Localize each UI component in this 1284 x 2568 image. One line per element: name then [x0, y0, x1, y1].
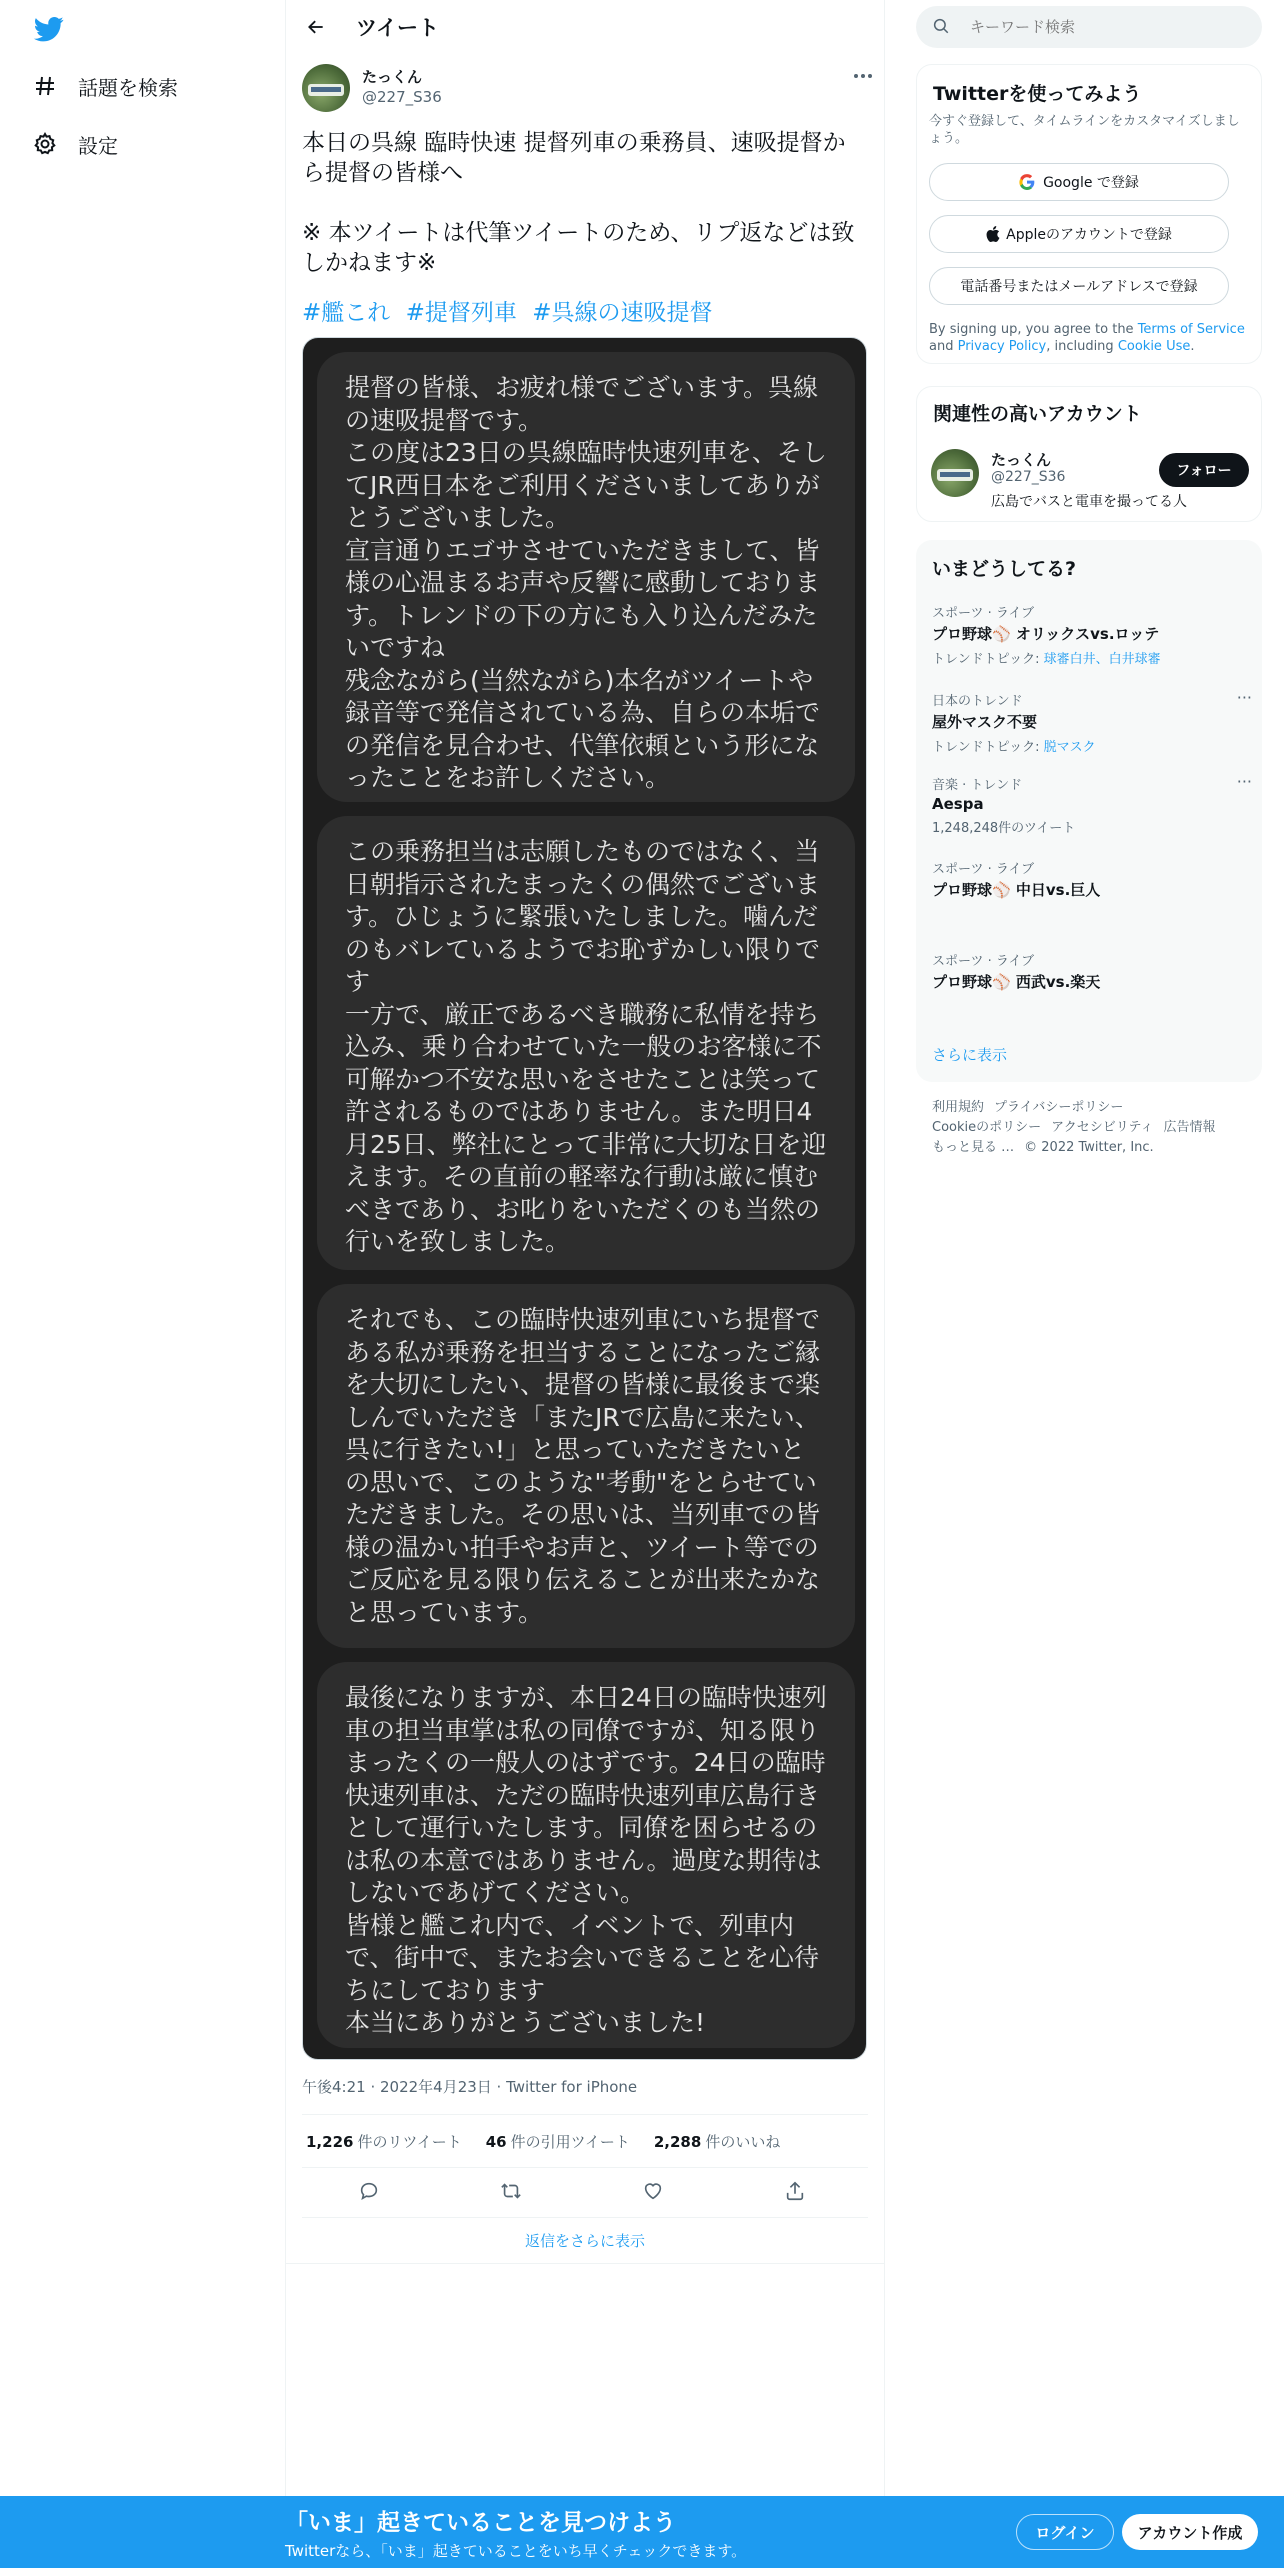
trend-category: スポーツ · ライブ	[932, 862, 1035, 877]
cookie-link[interactable]: Cookie Use	[1117, 339, 1191, 354]
retweet-icon[interactable]	[500, 2180, 526, 2206]
retweets-count: 1,226	[306, 2132, 354, 2151]
hashtag-icon	[32, 73, 58, 99]
back-arrow-icon[interactable]	[296, 7, 336, 47]
trends-card	[916, 540, 1262, 1082]
message-paragraph: 最後になりますが、本日24日の臨時快速列車の担当車掌は私の同僚ですが、知る限りまったくの一般人のはずです。24日の臨時快速列車は、ただの臨時快速列車広島行きとして運行いたします。同僚を困らせるのは私の本意ではありません。過度な期待はしないであげてください。	[345, 1683, 827, 1907]
like-icon[interactable]	[642, 2180, 668, 2206]
related-bio: 広島でバスと電車を撮ってる人	[991, 494, 1187, 510]
footer-copyright: © 2022 Twitter, Inc.	[1024, 1140, 1154, 1155]
signup-button[interactable]: アカウント作成	[1122, 2514, 1258, 2550]
hashtag-link[interactable]: #呉線の速吸提督	[532, 300, 713, 326]
tweet-text	[302, 128, 862, 278]
gear-icon	[32, 131, 58, 157]
google-signup-label: Google で登録	[1043, 175, 1139, 191]
trend-category: 日本のトレンド	[932, 694, 1023, 709]
bottom-bar-title: 「いま」起きていることを見つけよう	[285, 2510, 676, 2536]
footer-more-link[interactable]: もっと見る …	[932, 1140, 1015, 1155]
tweet-timestamp[interactable]: 午後4:21 · 2022年4月23日 · Twitter for iPhone	[302, 2078, 638, 2096]
nav-settings-label: 設定	[78, 133, 118, 158]
more-options-icon[interactable]	[848, 66, 878, 86]
trends-show-more[interactable]: さらに表示	[932, 1046, 1008, 1064]
terms-including: , including	[1046, 339, 1118, 354]
search-bar[interactable]	[916, 6, 1262, 48]
related-accounts-card	[916, 386, 1262, 522]
quotes-stat[interactable]	[486, 2131, 630, 2152]
signup-card-title: Twitterを使ってみよう	[933, 83, 1142, 105]
footer-cookie-link[interactable]: Cookieのポリシー	[932, 1120, 1042, 1135]
phone-signup-label: 電話番号またはメールアドレスで登録	[960, 279, 1198, 295]
tweet-stats	[302, 2114, 868, 2168]
message-bubble	[317, 1284, 855, 1648]
footer-ads-link[interactable]: 広告情報	[1163, 1120, 1216, 1135]
trend-sub	[932, 736, 1252, 755]
quotes-label: 件の引用ツイート	[510, 2132, 630, 2151]
likes-label: 件のいいね	[705, 2132, 781, 2151]
trend-item[interactable]	[932, 774, 1252, 836]
message-paragraph: この乗務担当は志願したものではなく、当日朝指示されたまったくの偶然でございます。ひじょうに緊張いたしました。噛んだのもバレているようでお恥ずかしい限りです	[345, 837, 821, 996]
footer-terms-link[interactable]: 利用規約	[932, 1100, 985, 1115]
nav-explore[interactable]	[32, 66, 178, 106]
reply-icon[interactable]	[358, 2180, 384, 2206]
tweet-actions	[302, 2168, 868, 2218]
footer-links	[932, 1098, 1242, 1158]
related-avatar[interactable]	[931, 449, 979, 497]
hashtag-link[interactable]: #艦これ	[302, 300, 391, 326]
trend-name: Aespa	[932, 795, 984, 813]
trends-card-title: いまどうしてる?	[932, 558, 1077, 580]
tweet-image[interactable]	[302, 337, 867, 2060]
phone-signup-button[interactable]	[929, 267, 1229, 305]
trend-name: プロ野球⚾ オリックスvs.ロッテ	[932, 625, 1160, 643]
message-paragraph: 提督の皆様、お疲れ様でございます。呉線の速吸提督です。	[345, 373, 819, 435]
trend-sub-prefix: トレンドトピック:	[932, 740, 1044, 755]
signup-card	[916, 64, 1262, 364]
show-more-replies[interactable]: 返信をさらに表示	[286, 2218, 884, 2264]
trend-category: スポーツ · ライブ	[932, 606, 1035, 621]
message-paragraph: 皆様と艦これ内で、イベントで、列車内で、街中で、またお会いできることを心待ちにしております	[345, 1910, 820, 2005]
message-paragraph: 本当にありがとうございました!	[345, 2008, 706, 2037]
likes-count: 2,288	[653, 2132, 702, 2151]
message-paragraph: この度は23日の呉線臨時快速列車を、そしてJR西日本をご利用くださいましてありがとうございました。	[345, 438, 827, 532]
trend-sub-link[interactable]: 脱マスク	[1043, 740, 1096, 755]
trend-item[interactable]	[932, 690, 1252, 755]
trend-category: スポーツ · ライブ	[932, 954, 1035, 969]
message-bubble	[317, 816, 855, 1270]
search-icon	[932, 17, 952, 37]
tweet-text-line: ※ 本ツイートは代筆ツイートのため、リプ返などは致しかねます※	[302, 220, 855, 276]
login-button[interactable]: ログイン	[1016, 2514, 1114, 2550]
retweets-label: 件のリツイート	[357, 2132, 462, 2151]
trend-tweet-count: 1,248,248件のツイート	[932, 821, 1076, 836]
author-name[interactable]: たっくん	[362, 68, 423, 86]
terms-link[interactable]: Terms of Service	[1137, 322, 1245, 337]
trend-sub	[932, 648, 1252, 667]
share-icon[interactable]	[784, 2180, 810, 2206]
author-handle[interactable]: @227_S36	[362, 88, 442, 106]
google-icon	[1019, 174, 1035, 190]
trend-sub-link[interactable]: 球審白井、白井球審	[1043, 652, 1161, 667]
hashtag-link[interactable]: #提督列車	[405, 300, 517, 326]
trend-more-icon[interactable]: ···	[1236, 772, 1252, 791]
message-paragraph: 残念ながら(当然ながら)本名がツイートや録音等で発信されている為、自らの本垢での発信を見合わせ、代筆依頼という形になったことをお許しください。	[345, 665, 821, 792]
privacy-link[interactable]: Privacy Policy	[957, 339, 1047, 354]
search-input[interactable]	[968, 17, 1248, 37]
trend-item[interactable]	[932, 858, 1252, 900]
main-column	[285, 0, 885, 2500]
message-paragraph: それでも、この臨時快速列車にいち提督である私が乗務を担当することになったご縁を大切にしたい、提督の皆様に最後まで楽しんでいただき「またJRで広島に来たい、呉に行きたい!」と思っていただきたいとの思いで、このような"考動"をとらせていただきました。その思いは、当列車での皆様の温かい拍手やお声と、ツイート等でのご反応を見る限り伝えることが出来たかなと思っています。	[345, 1305, 821, 1627]
message-bubble	[317, 1662, 855, 2048]
trend-name: プロ野球⚾ 西武vs.楽天	[932, 973, 1101, 991]
tweet-text-line: 本日の呉線 臨時快速 提督列車の乗務員、速吸提督から提督の皆様へ	[302, 130, 846, 186]
retweets-stat[interactable]	[306, 2131, 462, 2152]
message-bubble	[317, 352, 855, 802]
terms-prefix: By signing up, you agree to the	[929, 322, 1138, 337]
trend-category: 音楽 · トレンド	[932, 778, 1023, 793]
nav-explore-label: 話題を検索	[78, 75, 178, 100]
hashtags	[302, 294, 720, 327]
bottom-signup-bar	[0, 2496, 1284, 2568]
bottom-bar-subtitle: Twitterなら、「いま」起きていることをいち早くチェックできます。	[285, 2542, 747, 2560]
terms-end: .	[1190, 339, 1195, 354]
signup-card-subtitle: 今すぐ登録して、タイムラインをカスタマイズしましょう。	[929, 114, 1240, 146]
trend-name: 屋外マスク不要	[932, 713, 1038, 731]
author-avatar[interactable]	[302, 64, 350, 112]
apple-icon	[986, 226, 1000, 242]
trend-item[interactable]	[932, 950, 1252, 992]
terms-text	[929, 321, 1249, 355]
terms-and: and	[929, 339, 958, 354]
quotes-count: 46	[485, 2132, 507, 2151]
related-name[interactable]: たっくん	[991, 451, 1052, 469]
trend-more-icon[interactable]: ···	[1236, 688, 1252, 707]
google-signup-button[interactable]	[929, 163, 1229, 201]
trend-sub-prefix: トレンドトピック:	[932, 652, 1044, 667]
apple-signup-label: Appleのアカウントで登録	[1006, 227, 1172, 243]
likes-stat[interactable]	[654, 2131, 780, 2152]
follow-button[interactable]: フォロー	[1159, 453, 1249, 487]
related-handle[interactable]: @227_S36	[991, 469, 1066, 485]
message-paragraph: 一方で、厳正であるべき職務に私情を持ち込み、乗り合わせていた一般のお客様に不可解かつ不安な思いをさせたことは笑って許されるものではありません。また明日4月25日、弊社にとって非常に大切な日を迎えます。その直前の軽率な行動は厳に慎むべきであり、お叱りをいただくのも当然の行いを致しました。	[345, 999, 827, 1256]
trend-item[interactable]	[932, 602, 1252, 667]
twitter-logo-icon[interactable]	[32, 14, 66, 44]
tweet-header	[286, 0, 884, 54]
nav-settings[interactable]	[32, 124, 118, 164]
related-card-title: 関連性の高いアカウント	[933, 403, 1142, 425]
footer-accessibility-link[interactable]: アクセシビリティ	[1051, 1120, 1154, 1135]
page-title: ツイート	[356, 16, 439, 40]
footer-privacy-link[interactable]: プライバシーポリシー	[994, 1100, 1124, 1115]
left-nav	[0, 0, 285, 2500]
apple-signup-button[interactable]	[929, 215, 1229, 253]
trend-name: プロ野球⚾ 中日vs.巨人	[932, 881, 1101, 899]
message-paragraph: 宣言通りエゴサさせていただきまして、皆様の心温まるお声や反響に感動しております。トレンドの下の方にも入り込んだみたいですね	[345, 535, 821, 662]
